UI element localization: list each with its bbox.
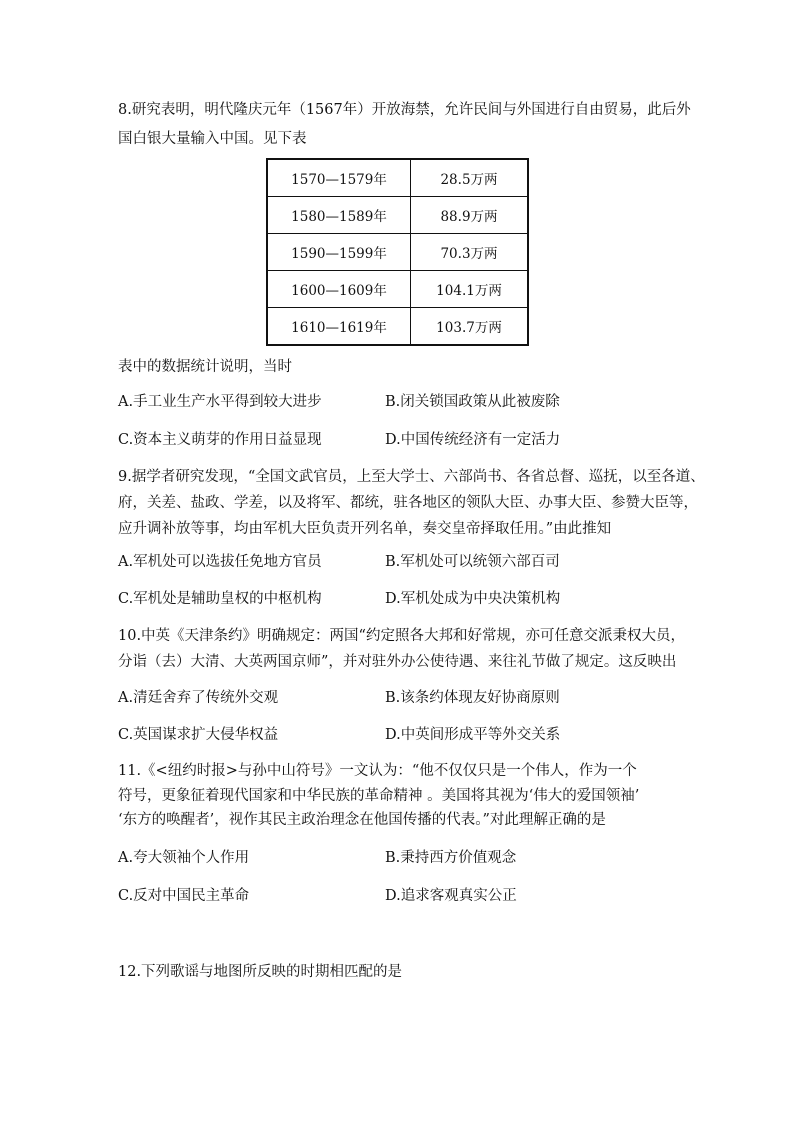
table-row	[267, 159, 528, 197]
table-row	[267, 308, 528, 346]
q8-stem-line-1: 8.研究表明，明代隆庆元年（1567年）开放海禁，允许民间与外国进行自由贸易，此后外	[118, 102, 691, 118]
period-cell: 1570—1579年	[267, 159, 411, 197]
table-row	[267, 234, 528, 271]
q10-option-b: B.该条约体现友好协商原则	[385, 690, 560, 706]
q11-option-c: C.反对中国民主革命	[118, 888, 250, 904]
q11-stem-line-3: ‘东方的唤醒者’，视作其民主政治理念在他国传播的代表。”对此理解正确的是	[118, 812, 606, 828]
period-cell: 1600—1609年	[267, 271, 411, 308]
q10-option-d: D.中英间形成平等外交关系	[385, 727, 561, 743]
q12-stem-line-1: 12.下列歌谣与地图所反映的时期相匹配的是	[118, 964, 403, 980]
silver-amount-cell: 103.7万两	[411, 308, 529, 346]
q11-stem-line-1: 11.《<纽约时报>与孙中山符号》一文认为：“他不仅仅只是一个伟人，作为一个	[118, 763, 637, 779]
q10-option-a: A.清廷舍弃了传统外交观	[118, 690, 279, 706]
q9-stem-line-3: 应升调补放等事，均由军机大臣负责开列名单，奏交皇帝择取任用。”由此推知	[118, 521, 612, 537]
q9-stem-line-1: 9.据学者研究发现，“全国文武官员，上至大学士、六部尚书、各省总督、巡抚，以至各道、	[118, 469, 705, 485]
q10-stem-line-2: 分诣（去）大清、大英两国京师”，并对驻外办公使待遇、来往礼节做了规定。这反映出	[118, 654, 677, 670]
q8-stem-line-2: 国白银大量输入中国。见下表	[118, 131, 307, 147]
q11-option-a: A.夸大领袖个人作用	[118, 850, 250, 866]
q9-option-c: C.军机处是辅助皇权的中枢机构	[118, 591, 322, 607]
q11-option-d: D.追求客观真实公正	[385, 888, 517, 904]
q9-option-a: A.军机处可以选拔任免地方官员	[118, 554, 322, 570]
q8-option-a: A.手工业生产水平得到较大进步	[118, 394, 322, 410]
q9-stem-line-2: 府，关差、盐政、学差，以及将军、都统，驻各地区的领队大臣、办事大臣、参赞大臣等，	[118, 495, 698, 511]
silver-amount-cell: 28.5万两	[411, 159, 529, 197]
period-cell: 1610—1619年	[267, 308, 411, 346]
q8-option-b: B.闭关锁国政策从此被废除	[385, 394, 560, 410]
silver-amount-cell: 104.1万两	[411, 271, 529, 308]
silver-amount-cell: 70.3万两	[411, 234, 529, 271]
q10-stem-line-1: 10.中英《天津条约》明确规定：两国“约定照各大邦和好常规，亦可任意交派秉权大员，	[118, 628, 685, 644]
q11-stem-line-2: 符号，更象征着现代国家和中华民族的革命精神 。美国将其视为‘伟大的爱国领袖’	[118, 788, 640, 804]
table-row	[267, 271, 528, 308]
table-row	[267, 197, 528, 234]
period-cell: 1580—1589年	[267, 197, 411, 234]
q10-option-c: C.英国谋求扩大侵华权益	[118, 727, 279, 743]
q8-option-c: C.资本主义萌芽的作用日益显现	[118, 432, 322, 448]
q8-after-table: 表中的数据统计说明，当时	[118, 359, 292, 375]
q9-option-d: D.军机处成为中央决策机构	[385, 591, 561, 607]
silver-import-table	[266, 158, 529, 346]
period-cell: 1590—1599年	[267, 234, 411, 271]
q9-option-b: B.军机处可以统领六部百司	[385, 554, 560, 570]
q8-option-d: D.中国传统经济有一定活力	[385, 432, 561, 448]
silver-amount-cell: 88.9万两	[411, 197, 529, 234]
q11-option-b: B.秉持西方价值观念	[385, 850, 517, 866]
